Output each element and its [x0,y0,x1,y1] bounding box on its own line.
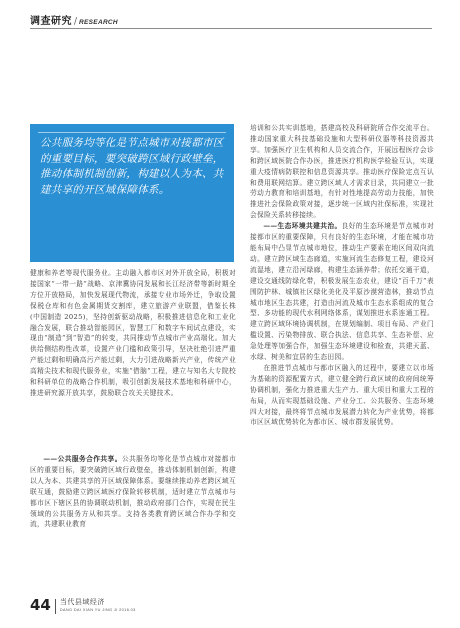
section-lead: ——生态环境共建共治。 [263,222,342,231]
paragraph-body: 良好的生态环境是节点城市对接都市区的重要保障，只有良好的生态环境，才能在城市功能布局中凸显节点城市地位，推动生产要素在地区间双向流动。建立跨区域生态廊道，实施河流生态修复工程，建设河流湿地，建立沿河绿廊，构建生态涵养带；依托交通干道，建设交通线防绿化带，积极发展生态农业，建设“百千万”表围防护林、城镇社区绿化美化及平原沙漠营造林，推动节点城市地区生态共建，打造由河流及城市生态水系组成的复合型、多功能的现代水利网络体系，谋划推进水系连通工程。建立跨区域环境协调机制，在规划编制、项目布局、产业门槛设置、污染物排放、联合执法、信息共享、生态补偿、应急处理等加强合作，加强生态环境建设和检查，共建天蓝、水绿、树美和宜居的生态田园。 [250,222,434,362]
left-column-bottom [30,454,236,530]
page-footer [30,598,136,614]
pull-quote-text: 公共服务均等化是节点城市对接都市区的重要目标，要突破跨区域行政壁垒，推动体制机制创新，构建以人为本、共建共享的开区域保障体系。 [40,137,224,196]
paragraph [30,454,236,530]
paragraph [250,221,434,363]
paragraph-body: 公共服务均等化是节点城市对接都市区的重要目标，要突破跨区域行政壁垒，推动体制机制创新，构建以人为本、共建共享的开区域保障体系。要继续推动养老跨区域互联互通，鼓励建立跨区域医疗保险转移机制，适时建立节点城市与都市区下辖区县的协调联动机制，推动政府部门合作，实现在民生领域的公共服务方从和共享。支持各类教育跨区域合作办学和交流，共建职业教育 [30,455,236,529]
pull-quote-rule [38,132,226,133]
section-title: 调查研究 [30,16,72,27]
journal-issue: DANG DAI XIAN YU JING JI 2016.03 [59,608,136,612]
page-number: 44 [30,596,51,614]
footer-divider [55,599,56,614]
header-rule [30,28,432,29]
left-column-top [30,268,236,399]
pull-quote [30,124,234,262]
right-column [250,123,434,428]
paragraph: 培训和公共实训基地，搭建高校及科研院所合作交流平台。推动国家重大科技基础设施和大型科研仪器等科技资源共享。加强医疗卫生机构和人员交流合作，开展远程医疗会诊和跨区域医院合作办医，推进医疗机构医学检验互认，实现重大疫情病防联控和信息资源共享。推动医疗保险定点互认和费用联网结算。建立跨区域人才需求目录，共同建立一批劳动力教育和培训基地，有针对性地提高劳动力技能，加快推进社会保险政策对接，逐步统一区域内社保标准，实现社会保险关系转移接续。 [250,124,434,220]
journal-name: 当代县域经济 [59,598,105,606]
journal-info [60,598,136,613]
section-separator: / [74,17,78,27]
paragraph: 在推进节点城市与都市区融入的过程中，要建立以市场为基础的资源配置方式，建立健全跨行政区域的政府间统筹协调机制，强化力推进重大生产力、重大项目和重大工程的布局，从而实现基础设施、产业分工、公共服务、生态环境四大对接，最终将节点城市发展潜力转化为产业优势，将都市区区域优势转化为都市区、城市群发展优势。 [250,363,434,427]
section-title-en: RESEARCH [79,19,118,26]
paragraph: 健康和养老等现代服务业。主动融入都市区对外开放全局，积极对接国家“一带一路”战略、京津冀协同发展和长江经济带等新时期全方位开放格局，加快发展现代物流，承接专业市场外迁，争取设置保税仓库和有色金属期货交割库，建立旅游产业联盟，借鉴长株(中国制造 2025)，坚持创新驱动战略，积极推进信息化和工业化融合发展，联合推动智能园区，智慧工厂和数字车间试点建设，实现由“制造”到“智造”的转变，共同推动节点城市产业高端化。加大供给侧结构性改革，设置产业门槛和政策引导，坚决杜绝引进严重产能过剩和明确高污产能过剩，大力引进战略新兴产业，传统产业高精尖技术和现代服务业，实施“借脑”工程，建立与知名大专院校和科研单位的战略合作机制，吸引创新发展技术基地和科研中心，推进研究源开放共享，鼓励联合攻关关键技术。 [30,269,236,397]
running-header [30,12,118,26]
section-lead: ——公共服务合作共享。 [43,455,122,463]
